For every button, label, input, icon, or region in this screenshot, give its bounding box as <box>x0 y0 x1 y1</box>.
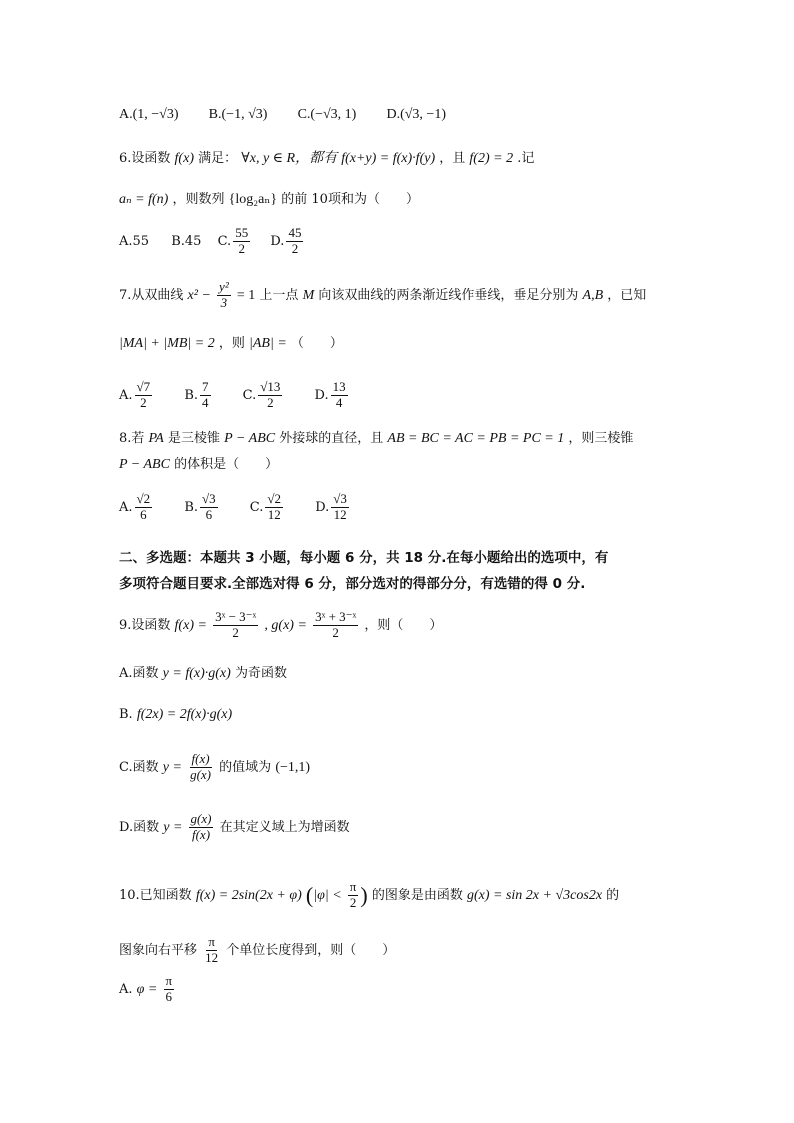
q7-options <box>119 380 376 411</box>
q8-line2: P − ABC 的体积是（ ） <box>119 457 279 472</box>
q10-line1: 10.已知函数 f(x) = 2sin(2x + φ) (|φ| < $\frac{\pi}{2}$ ) 的图象是由函数 g(x) = sin 2x + √3cos2x 的 <box>119 879 620 910</box>
q10-option-a: A. φ = $\frac{\pi}{6}$ <box>119 973 173 1004</box>
q10-line2: 图象向右平移 $\frac{\pi}{12}$ 个单位长度得到，则（ ） <box>119 934 396 965</box>
q6-option-d: D. $\frac{45}{2}$ <box>270 225 302 256</box>
q6-option-a: A.55 <box>119 233 150 249</box>
q9-option-c: C.函数 y = $\frac{f(x)}{g(x)}$ 的值域为 (−1,1) <box>119 751 311 782</box>
q5-options <box>119 108 472 122</box>
q9-option-a: A.函数 y = f(x)·g(x) 为奇函数 <box>119 666 287 681</box>
section2-heading-line2: 多项符合题目要求.全部选对得 6 分，部分选对的得部分分，有选错的得 0 分. <box>119 576 586 592</box>
q7-option-d: D. $\frac{13}{4}$ <box>314 379 346 410</box>
q7-option-c: C. $\frac{√13}{2}$ <box>242 379 281 410</box>
q8-line1: 8.若 PA 是三棱锥 P − ABC 外接球的直径，且 AB = BC = AC = PB = PC = 1 ，则三棱锥 <box>119 431 634 446</box>
q8-option-a: A. $\frac{√2}{6}$ <box>119 491 151 522</box>
q5-option-c: C. (−√3, 1) <box>297 107 357 122</box>
q6-line1: 6.设函数 f(x) 满足： ∀x, y ∈ R，都有 f(x+y) = f(x)·f(y) ，且 f(2) = 2 .记 <box>119 151 535 166</box>
q6-option-b: B.45 <box>171 233 202 249</box>
q6-option-c: C. $\frac{55}{2}$ <box>217 225 249 256</box>
q9-option-d: D.函数 y = $\frac{g(x)}{f(x)}$ 在其定义域上为增函数 <box>119 811 350 842</box>
q6-line2: aₙ = f(n) ，则数列 {log₂aₙ} 的前 10项和为（ ） <box>119 192 419 207</box>
q7-line2: |MA| + |MB| = 2 ，则 |AB| = （ ） <box>119 336 343 351</box>
q9-option-b: B. f(2x) = 2f(x)·g(x) <box>119 707 233 722</box>
q8-options <box>119 492 377 523</box>
q6-options <box>119 226 331 257</box>
q5-option-a: A. (1, −√3) <box>119 107 179 122</box>
q7-line1: 7.从双曲线 x² − $\frac{\text{y²}}{3}$ = 1 上一点 M 向该双曲线的两条渐近线作垂线，垂足分别为 A,B ，已知 <box>119 279 647 310</box>
q5-option-b: B. (−1, √3) <box>208 107 268 122</box>
q7-option-b: B. $\frac{7}{4}$ <box>184 379 209 410</box>
q7-option-a: A. $\frac{√7}{2}$ <box>119 379 151 410</box>
q5-option-d: D. (√3, −1) <box>386 107 446 122</box>
q8-option-c: C. $\frac{√2}{12}$ <box>249 491 282 522</box>
q8-option-d: D. $\frac{√3}{12}$ <box>315 491 347 522</box>
section2-heading-line1: 二、多选题：本题共 3 小题，每小题 6 分，共 18 分.在每小题给出的选项中，有 <box>119 550 609 566</box>
q8-option-b: B. $\frac{√3}{6}$ <box>184 491 216 522</box>
q9-line1: 9.设函数 f(x) = $\frac{\text{3ˣ − 3⁻ˣ}}{2}$ , g(x) = $\frac{\text{3ˣ + 3⁻ˣ}}{2}$ ，则（ ） <box>119 609 443 640</box>
